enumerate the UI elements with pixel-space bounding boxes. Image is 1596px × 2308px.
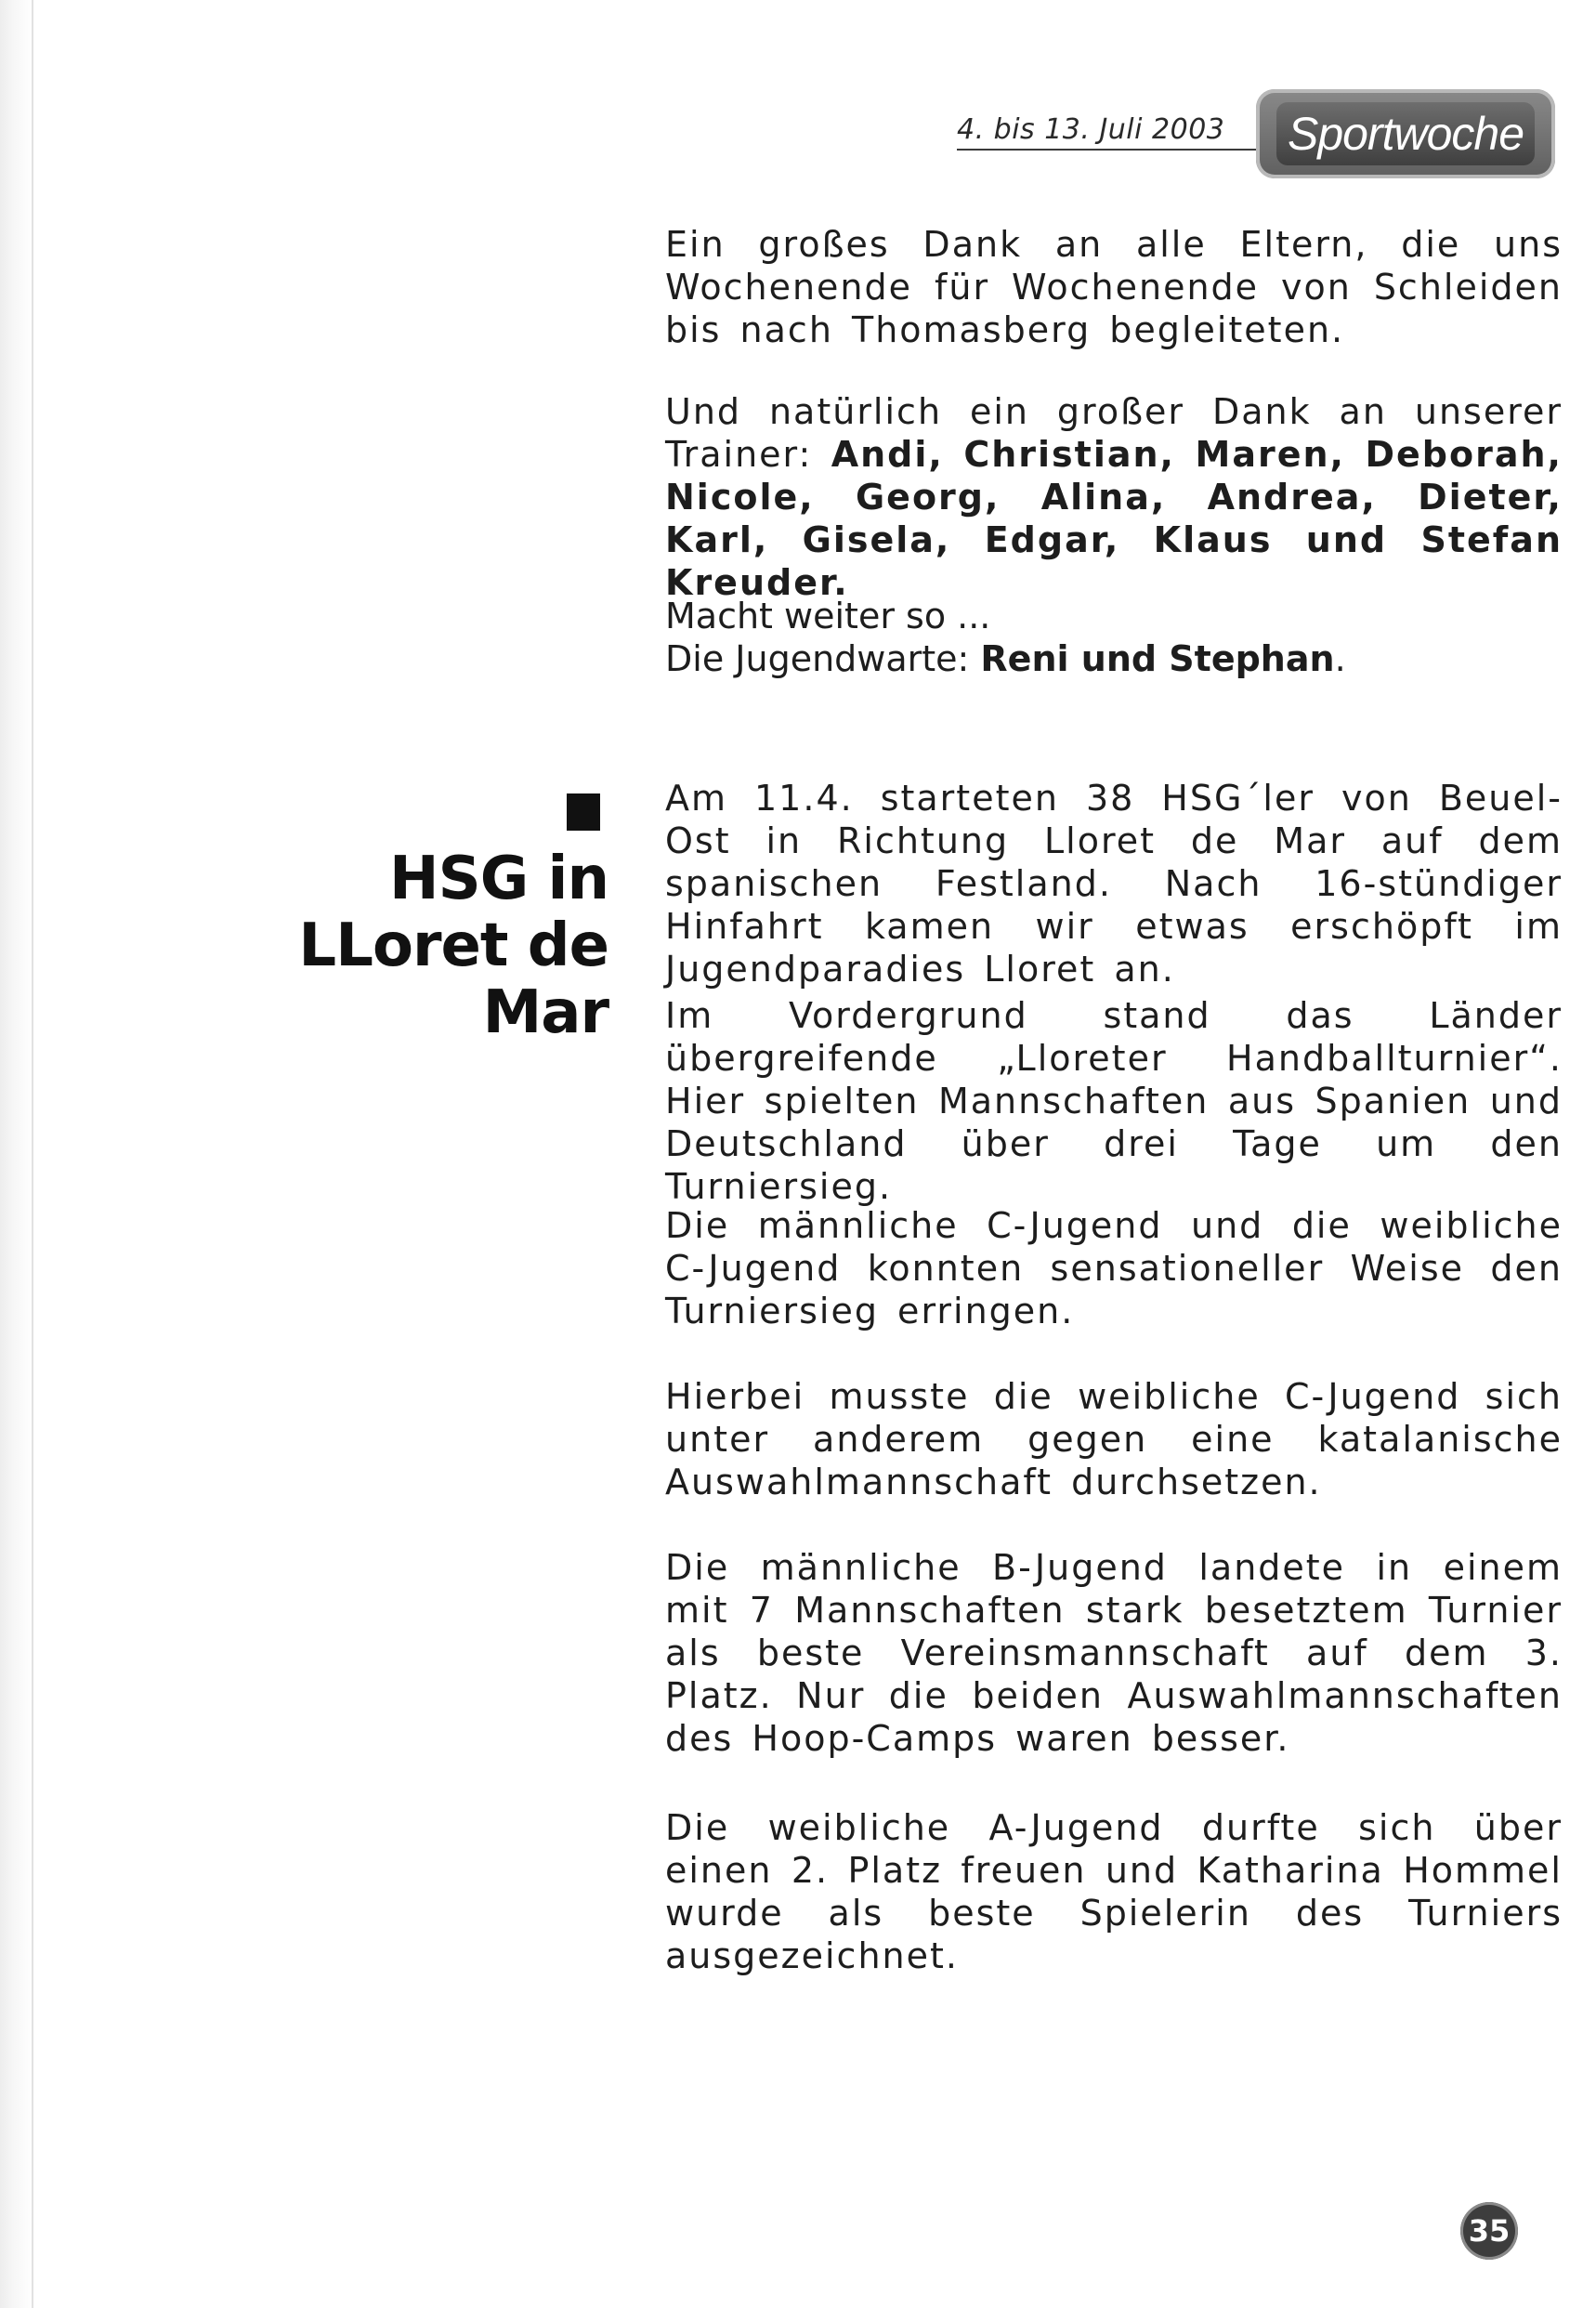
article-paragraph: Hierbei musste die weibliche C-Jugend sich unter anderem gegen eine katalanische Auswahlmannschaft durchsetzen. — [665, 1376, 1563, 1502]
trainer-names: Andi, Christian, Maren, Deborah, Nicole, Georg, Alina, Andrea, Dieter, Karl, Gisela, Edgar, Klaus und Stefan Kreuder. — [665, 434, 1563, 603]
trainers-intro: Und natürlich ein großer Dank an unserer Trainer: — [665, 391, 1563, 475]
article-title — [279, 846, 608, 1046]
scan-line — [32, 0, 33, 2308]
article-title-line-3: Mar — [482, 978, 608, 1047]
section-marker — [567, 793, 600, 831]
brand-name: Sportwoche — [1287, 108, 1524, 160]
scan-edge — [0, 0, 33, 2308]
signature-line-1: Macht weiter so ... — [665, 596, 991, 636]
signature-end: . — [1334, 638, 1346, 679]
signature-block — [665, 595, 1563, 680]
article-paragraph: Die männliche B-Jugend landete in einem mit 7 Mannschaften stark besetztem Turnier als beste Vereinsmannschaft auf dem 3. Platz. Nur die beiden Auswahlmannschaften des Hoop-Camps waren besser. — [665, 1547, 1563, 1759]
article-paragraph: Im Vordergrund stand das Länder übergreifende „Lloreter Handballturnier“. Hier spielten Mannschaften aus Spanien und Deutschland über drei Tage um den Turniersieg. — [665, 995, 1563, 1207]
article-paragraph-2-block — [665, 994, 1563, 1208]
article-paragraph-6-block — [665, 1806, 1563, 1977]
article-paragraph-5-block — [665, 1546, 1563, 1760]
page-number-badge: 35 — [1460, 2202, 1518, 2260]
signature-line-2 — [665, 637, 1563, 680]
article-paragraph: Die männliche C-Jugend und die weibliche C-Jugend konnten sensationeller Weise den Turniersieg erringen. — [665, 1205, 1563, 1331]
header-rule — [957, 149, 1259, 151]
signature-names: Reni und Stephan — [980, 638, 1335, 679]
article-paragraph: Die weibliche A-Jugend durfte sich über einen 2. Platz freuen und Katharina Hommel wurde als beste Spielerin des Turniers ausgezeichnet. — [665, 1807, 1563, 1976]
article-paragraph-3-block — [665, 1204, 1563, 1332]
signature-prefix: Die Jugendwarte: — [665, 638, 981, 679]
thanks-parents-block — [665, 223, 1563, 351]
article-title-line-1: HSG in — [389, 845, 608, 913]
thanks-parents-paragraph: Ein großes Dank an alle Eltern, die uns Wochenende für Wochenende von Schleiden bis nach Thomasberg begleiteten. — [665, 224, 1563, 350]
article-paragraph-4-block — [665, 1375, 1563, 1503]
brand-badge-inner — [1276, 102, 1535, 165]
thanks-trainers-block — [665, 390, 1563, 604]
article-paragraph: Am 11.4. starteten 38 HSG´ler von Beuel-Ost in Richtung Lloret de Mar auf dem spanischen Festland. Nach 16-stündiger Hinfahrt kamen wir etwas erschöpft im Jugendparadies Lloret an. — [665, 778, 1563, 990]
thanks-trainers-paragraph — [665, 390, 1563, 604]
brand-badge — [1256, 89, 1555, 178]
article-title-line-2: LLoret de — [298, 911, 608, 980]
article-paragraph-1-block — [665, 777, 1563, 990]
issue-date: 4. bis 13. Juli 2003 — [957, 113, 1225, 146]
